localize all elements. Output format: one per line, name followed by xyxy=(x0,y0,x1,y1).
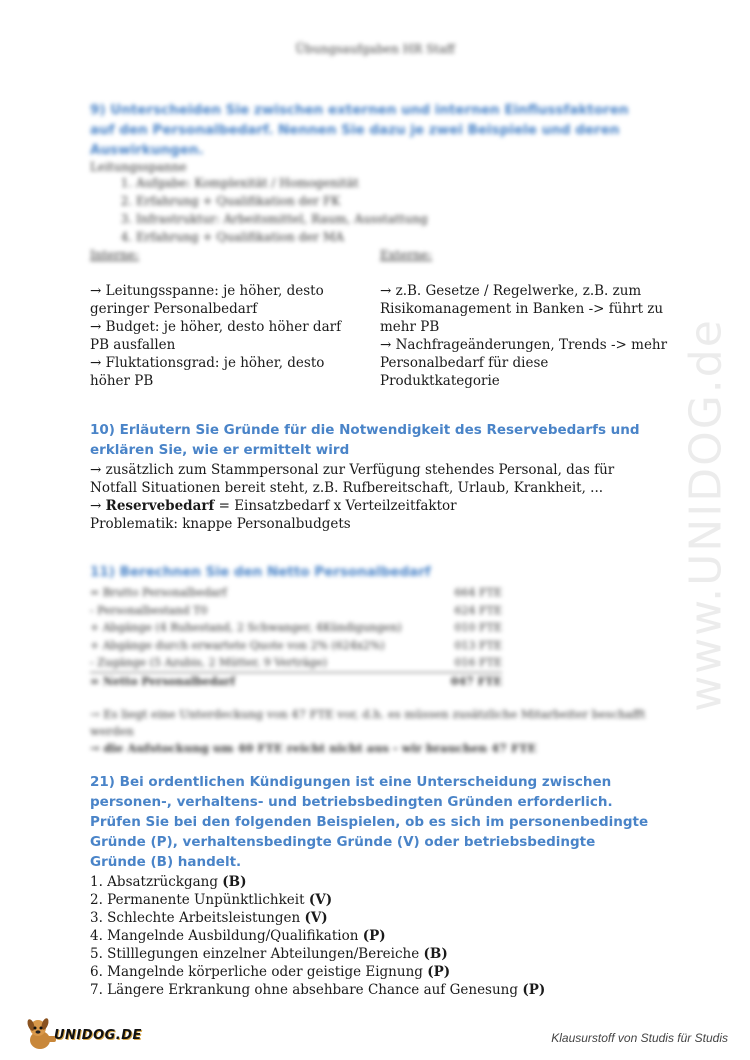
question-11-notes xyxy=(90,706,660,757)
formula-rest: = Einsatzbedarf x Verteilzeitfaktor xyxy=(214,498,457,514)
list-item xyxy=(90,927,650,945)
list-item: 2. Erfahrung + Qualifikation der FK xyxy=(136,192,650,210)
list-item xyxy=(90,909,650,927)
internal-heading: Interne: xyxy=(90,248,140,262)
internal-factor: → Budget: je höher, desto höher darf PB ausfallen xyxy=(90,319,342,353)
question-10-line-3: Problematik: knappe Personalbudgets xyxy=(90,516,351,532)
row-value: 664 FTE xyxy=(454,586,502,599)
question-10-line-1: → zusätzlich zum Stammpersonal zur Verfügung stehendes Personal, das für Notfall Situationen bereit steht, z.B. Rufbereitschaft, Urlaub, Krankheit, ... xyxy=(90,462,615,496)
formula-term: Reservebedarf xyxy=(105,498,215,514)
question-10-formula xyxy=(90,497,650,515)
column-headings xyxy=(90,248,670,270)
external-heading: Externe: xyxy=(380,248,433,262)
question-11 xyxy=(90,562,520,690)
row-label: = Brutto Personalbedarf xyxy=(90,586,227,599)
table-row xyxy=(90,619,502,637)
question-10-title: 10) Erläutern Sie Gründe für die Notwendigkeit des Reservebedarfs und erklären Sie, wie er ermittelt wird xyxy=(90,422,640,458)
arrow-text: → xyxy=(90,498,106,514)
row-value: 624 FTE xyxy=(454,603,502,617)
table-row xyxy=(90,654,502,672)
list-item xyxy=(90,981,650,999)
logo-text: UNIDOG.DE xyxy=(54,1028,142,1043)
item-text: 7. Längere Erkrankung ohne absehbare Chance auf Genesung xyxy=(90,982,523,998)
table-row xyxy=(90,584,502,602)
calculation-table xyxy=(90,584,502,690)
row-label: + Abgänge durch erwartete Quote von 2% (624x2%) xyxy=(90,638,385,652)
table-row xyxy=(90,637,502,655)
page-header: Übungsaufgaben HR Staff xyxy=(295,42,455,56)
influence-factors-columns xyxy=(90,248,670,389)
internal-factor: → Leitungsspanne: je höher, desto geringer Personalbedarf xyxy=(90,283,324,317)
item-text: 5. Stilllegungen einzelner Abteilungen/Bereiche xyxy=(90,946,424,962)
item-text: 1. Absatzrückgang xyxy=(90,874,223,890)
question-9-list xyxy=(136,174,650,246)
question-21-title: 21) Bei ordentlichen Kündigungen ist eine Unterscheidung zwischen personen-, verhaltens- und betriebsbedingten Gründen erforderlich. Prüfen Sie bei den folgenden Beispielen, ob es sich im personenbedingte Gründe (P), verhaltensbedingte Gründe (V) oder betriebsbedingte Gründe (B) handelt. xyxy=(90,774,649,870)
item-tag: (B) xyxy=(222,874,247,890)
footer-slogan: Klausurstoff von Studis für Studis xyxy=(551,1031,728,1045)
list-item xyxy=(90,891,650,909)
item-tag: (B) xyxy=(423,946,448,962)
question-11-note: → Es liegt eine Unterdeckung von 47 FTE vor, d.h. es müssen zusätzliche Mitarbeiter beschafft werden xyxy=(90,707,646,738)
list-item xyxy=(90,945,650,963)
question-9 xyxy=(90,100,650,246)
total-row xyxy=(90,672,502,690)
list-item xyxy=(90,873,650,891)
list-item xyxy=(90,963,650,981)
external-factors xyxy=(380,282,670,390)
row-label: - Zugänge (5 Azubis, 2 Mütter, 9 Verträge) xyxy=(90,656,327,669)
item-tag: (P) xyxy=(362,928,386,944)
list-item: 1. Aufgabe: Komplexität / Homogenität xyxy=(136,174,650,192)
watermark-text: www.UNIDOG.de xyxy=(680,318,732,712)
list-item: 3. Infrastruktur: Arbeitsmittel, Raum, Ausstattung xyxy=(136,210,650,228)
question-11-conclusion: → die Aufstockung um 40 FTE reicht nicht aus - wir brauchen 47 FTE xyxy=(90,741,537,755)
row-value: 013 FTE xyxy=(454,638,502,652)
unidog-logo xyxy=(24,1016,154,1054)
row-value: 010 FTE xyxy=(454,621,502,634)
external-factor: → z.B. Gesetze / Regelwerke, z.B. zum Risikomanagement in Banken -> führt zu mehr PB xyxy=(380,283,664,335)
total-label: = Netto Personalbedarf xyxy=(90,672,442,690)
item-text: 3. Schlechte Arbeitsleistungen xyxy=(90,910,305,926)
internal-factor: → Fluktationsgrad: je höher, desto höher PB xyxy=(90,355,325,389)
dog-mascot-icon xyxy=(24,1016,58,1052)
item-tag: (V) xyxy=(304,910,328,926)
table-row xyxy=(90,602,502,620)
internal-factors xyxy=(90,282,362,390)
item-tag: (V) xyxy=(308,892,333,908)
question-10 xyxy=(90,420,650,533)
item-tag: (P) xyxy=(522,982,546,998)
list-item: 4. Erfahrung + Qualifikation der MA xyxy=(136,228,650,246)
total-value: 047 FTE xyxy=(442,672,502,690)
question-9-title: 9) Unterscheiden Sie zwischen externen und internen Einflussfaktoren auf den Personalbedarf. Nennen Sie dazu je zwei Beispiele und deren Auswirkungen. xyxy=(90,102,629,158)
item-text: 6. Mangelnde körperliche oder geistige Eignung xyxy=(90,964,428,980)
item-tag: (P) xyxy=(427,964,451,980)
item-text: 4. Mangelnde Ausbildung/Qualifikation xyxy=(90,928,363,944)
row-label: - Personalbestand T0 xyxy=(90,603,208,617)
question-21-list xyxy=(90,873,650,999)
watermark xyxy=(680,280,732,750)
question-11-title: 11) Berechnen Sie den Netto Personalbedarf xyxy=(90,564,431,580)
question-21 xyxy=(90,772,650,999)
external-factor: → Nachfrageänderungen, Trends -> mehr Personalbedarf für diese Produktkategorie xyxy=(380,337,668,389)
row-label: + Abgänge (4 Ruhestand, 2 Schwanger, 4Kündigungen) xyxy=(90,621,402,634)
row-value: 016 FTE xyxy=(454,656,502,669)
item-text: 2. Permanente Unpünktlichkeit xyxy=(90,892,309,908)
question-9-subtitle: Leitungsspanne xyxy=(90,160,187,174)
